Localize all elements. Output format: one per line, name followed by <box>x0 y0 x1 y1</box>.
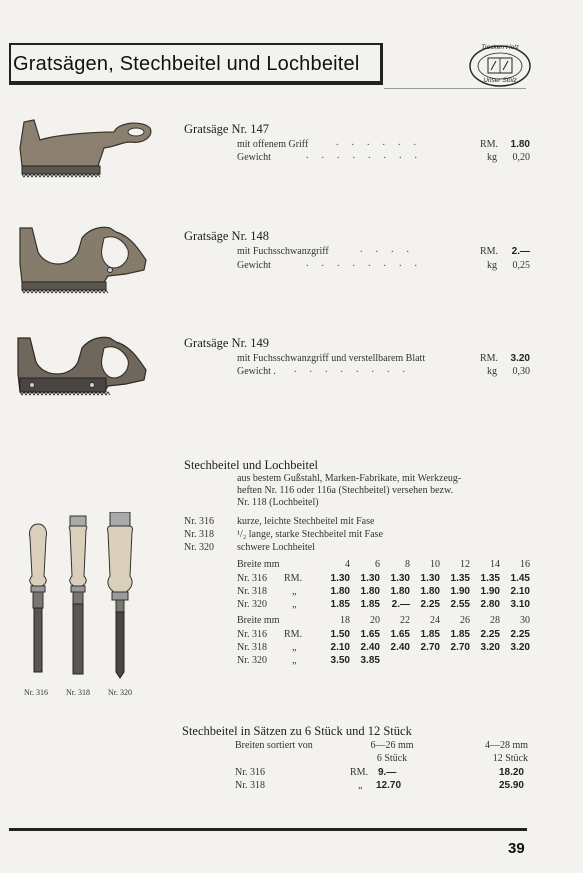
price-cell: 1.85 <box>330 599 350 610</box>
price-row-nr: Nr. 316 <box>237 573 267 584</box>
type-nr: Nr. 320 <box>184 542 214 553</box>
price-cell: 1.85 <box>360 599 380 610</box>
chisels-desc-line-1: aus bestem Gußstahl, Marken-Fabrikate, mit Werkzeug- <box>237 473 462 484</box>
weight-unit: kg <box>487 366 497 377</box>
price-cell: 1.50 <box>330 629 350 640</box>
price-row-nr: Nr. 316 <box>237 629 267 640</box>
price-cell: 3.85 <box>360 655 380 666</box>
footer-rule <box>9 828 527 831</box>
saw-148-title: Gratsäge Nr. 148 <box>184 229 270 243</box>
price-cell: 3.50 <box>330 655 350 666</box>
chisels-desc-line-3: Nr. 118 (Lochbeitel) <box>237 497 319 508</box>
saw-147-image <box>18 118 154 180</box>
price-cell: 3.20 <box>480 642 500 653</box>
saw-147-weight: 0,20 <box>512 152 530 163</box>
chisel-caption: Nr. 318 <box>66 688 90 697</box>
price-cell: 2.— <box>391 599 410 610</box>
price-cell: 1.30 <box>420 573 440 584</box>
sets-col1-count: 6 Stück <box>376 753 408 764</box>
saw-149-image <box>16 334 150 406</box>
price-cell: 3.20 <box>510 642 530 653</box>
weight-label: Gewicht <box>237 152 271 163</box>
header-rule <box>384 88 526 89</box>
sets-row-unit: „ <box>358 780 363 791</box>
chisel-caption: Nr. 316 <box>24 688 48 697</box>
width-header-cell: 8 <box>405 559 410 570</box>
price-row-unit: „ <box>292 655 297 666</box>
saw-149-weight: 0,30 <box>512 366 530 377</box>
width-header-cell: 20 <box>370 615 380 626</box>
sets-row-v1: 9.— <box>378 767 397 778</box>
price-cell: 2.55 <box>450 599 470 610</box>
width-header-cell: 14 <box>490 559 500 570</box>
width-header-label: Breite mm <box>237 559 280 570</box>
sets-row-v2: 18.20 <box>498 767 524 778</box>
saw-148-weight: 0,25 <box>512 260 530 271</box>
chisels-desc-line-2: heften Nr. 116 oder 116a (Stechbeitel) versehen bezw. <box>237 485 454 496</box>
sets-col2-count: 12 Stück <box>492 753 528 764</box>
saw-149-price: 3.20 <box>510 353 530 364</box>
price-cell: 1.85 <box>450 629 470 640</box>
price-row-unit: „ <box>292 586 297 597</box>
sets-row-v1: 12.70 <box>376 780 402 791</box>
sets-label: Breiten sortiert von <box>235 740 313 751</box>
type-text: ¹/₂ lange, starke Stechbeitel mit Fase <box>237 529 383 540</box>
price-cell: 2.25 <box>420 599 440 610</box>
sets-title: Stechbeitel in Sätzen zu 6 Stück und 12 Stück <box>182 724 412 738</box>
saw-148-desc: mit Fuchsschwanzgriff <box>237 246 329 257</box>
price-cell: 1.35 <box>450 573 470 584</box>
sets-row-unit: RM. <box>350 767 369 778</box>
width-header-cell: 16 <box>520 559 530 570</box>
badge-bottom-text: Unser Stolz <box>483 77 517 84</box>
price-cell: 2.40 <box>360 642 380 653</box>
sets-col2-range: 4—28 mm <box>484 740 528 751</box>
type-text: schwere Lochbeitel <box>237 542 316 553</box>
width-header-cell: 24 <box>430 615 440 626</box>
price-cell: 1.90 <box>450 586 470 597</box>
weight-unit: kg <box>487 260 497 271</box>
saw-149-title: Gratsäge Nr. 149 <box>184 336 270 350</box>
weight-unit: kg <box>487 152 497 163</box>
price-cell: 1.65 <box>390 629 410 640</box>
chisels-image <box>24 512 140 686</box>
saw-149-desc: mit Fuchsschwanzgriff und verstellbarem Blatt <box>237 353 426 364</box>
sets-row-nr: Nr. 318 <box>235 780 265 791</box>
weight-label: Gewicht <box>237 260 271 271</box>
price-cell: 1.30 <box>390 573 410 584</box>
saw-148-image <box>18 224 150 296</box>
price-cell: 1.30 <box>360 573 380 584</box>
width-header-cell: 4 <box>345 559 350 570</box>
price-row-unit: „ <box>292 642 297 653</box>
price-cell: 1.65 <box>360 629 380 640</box>
chisels-title: Stechbeitel und Lochbeitel <box>184 458 318 472</box>
price-cell: 2.80 <box>480 599 500 610</box>
price-row-nr: Nr. 318 <box>237 642 267 653</box>
price-cell: 2.70 <box>420 642 440 653</box>
page-number: 39 <box>508 840 525 857</box>
sets-row-v2: 25.90 <box>498 780 524 791</box>
type-nr: Nr. 316 <box>184 516 214 527</box>
price-cell: 3.10 <box>510 599 530 610</box>
width-header-cell: 18 <box>340 615 350 626</box>
width-header-cell: 12 <box>460 559 470 570</box>
dot-leader: ........ <box>306 150 430 161</box>
price-cell: 1.30 <box>330 573 350 584</box>
width-header-cell: 22 <box>400 615 410 626</box>
price-cell: 1.90 <box>480 586 500 597</box>
price-cell: 2.25 <box>510 629 530 640</box>
saw-147-title: Gratsäge Nr. 147 <box>184 122 270 136</box>
width-header-cell: 6 <box>375 559 380 570</box>
price-cell: 1.80 <box>390 586 410 597</box>
sets-row-nr: Nr. 316 <box>235 767 265 778</box>
dot-leader: ...... <box>336 137 429 148</box>
dot-leader: ........ <box>306 258 430 269</box>
price-row-nr: Nr. 318 <box>237 586 267 597</box>
page-title: Gratsägen, Stechbeitel und Lochbeitel <box>13 53 360 75</box>
price-unit: RM. <box>480 139 499 150</box>
price-cell: 1.80 <box>360 586 380 597</box>
price-row-nr: Nr. 320 <box>237 599 267 610</box>
saw-147-desc: mit offenem Griff <box>237 139 309 150</box>
width-header-cell: 10 <box>430 559 440 570</box>
badge-top-text: Trocken Holz <box>481 44 519 51</box>
price-cell: 2.70 <box>450 642 470 653</box>
weight-label: Gewicht . <box>237 366 276 377</box>
price-cell: 1.80 <box>420 586 440 597</box>
price-unit: RM. <box>480 246 499 257</box>
sets-col1-range: 6—26 mm <box>370 740 414 751</box>
width-header-cell: 26 <box>460 615 470 626</box>
price-cell: 2.10 <box>510 586 530 597</box>
price-cell: 1.85 <box>420 629 440 640</box>
price-cell: 2.25 <box>480 629 500 640</box>
width-header-cell: 30 <box>520 615 530 626</box>
price-cell: 1.35 <box>480 573 500 584</box>
price-row-unit: RM. <box>284 573 303 584</box>
price-unit: RM. <box>480 353 499 364</box>
price-cell: 2.40 <box>390 642 410 653</box>
width-header-cell: 28 <box>490 615 500 626</box>
price-cell: 1.80 <box>330 586 350 597</box>
chisel-caption: Nr. 320 <box>108 688 132 697</box>
price-row-unit: „ <box>292 599 297 610</box>
price-cell: 1.45 <box>510 573 530 584</box>
price-cell: 2.10 <box>330 642 350 653</box>
price-row-nr: Nr. 320 <box>237 655 267 666</box>
dot-leader: .... <box>360 244 422 255</box>
price-row-unit: RM. <box>284 629 303 640</box>
saw-148-price: 2.— <box>511 246 530 257</box>
type-nr: Nr. 318 <box>184 529 214 540</box>
type-text: kurze, leichte Stechbeitel mit Fase <box>237 516 375 527</box>
dot-leader: ........ <box>294 364 418 375</box>
width-header-label: Breite mm <box>237 615 280 626</box>
saw-147-price: 1.80 <box>510 139 530 150</box>
